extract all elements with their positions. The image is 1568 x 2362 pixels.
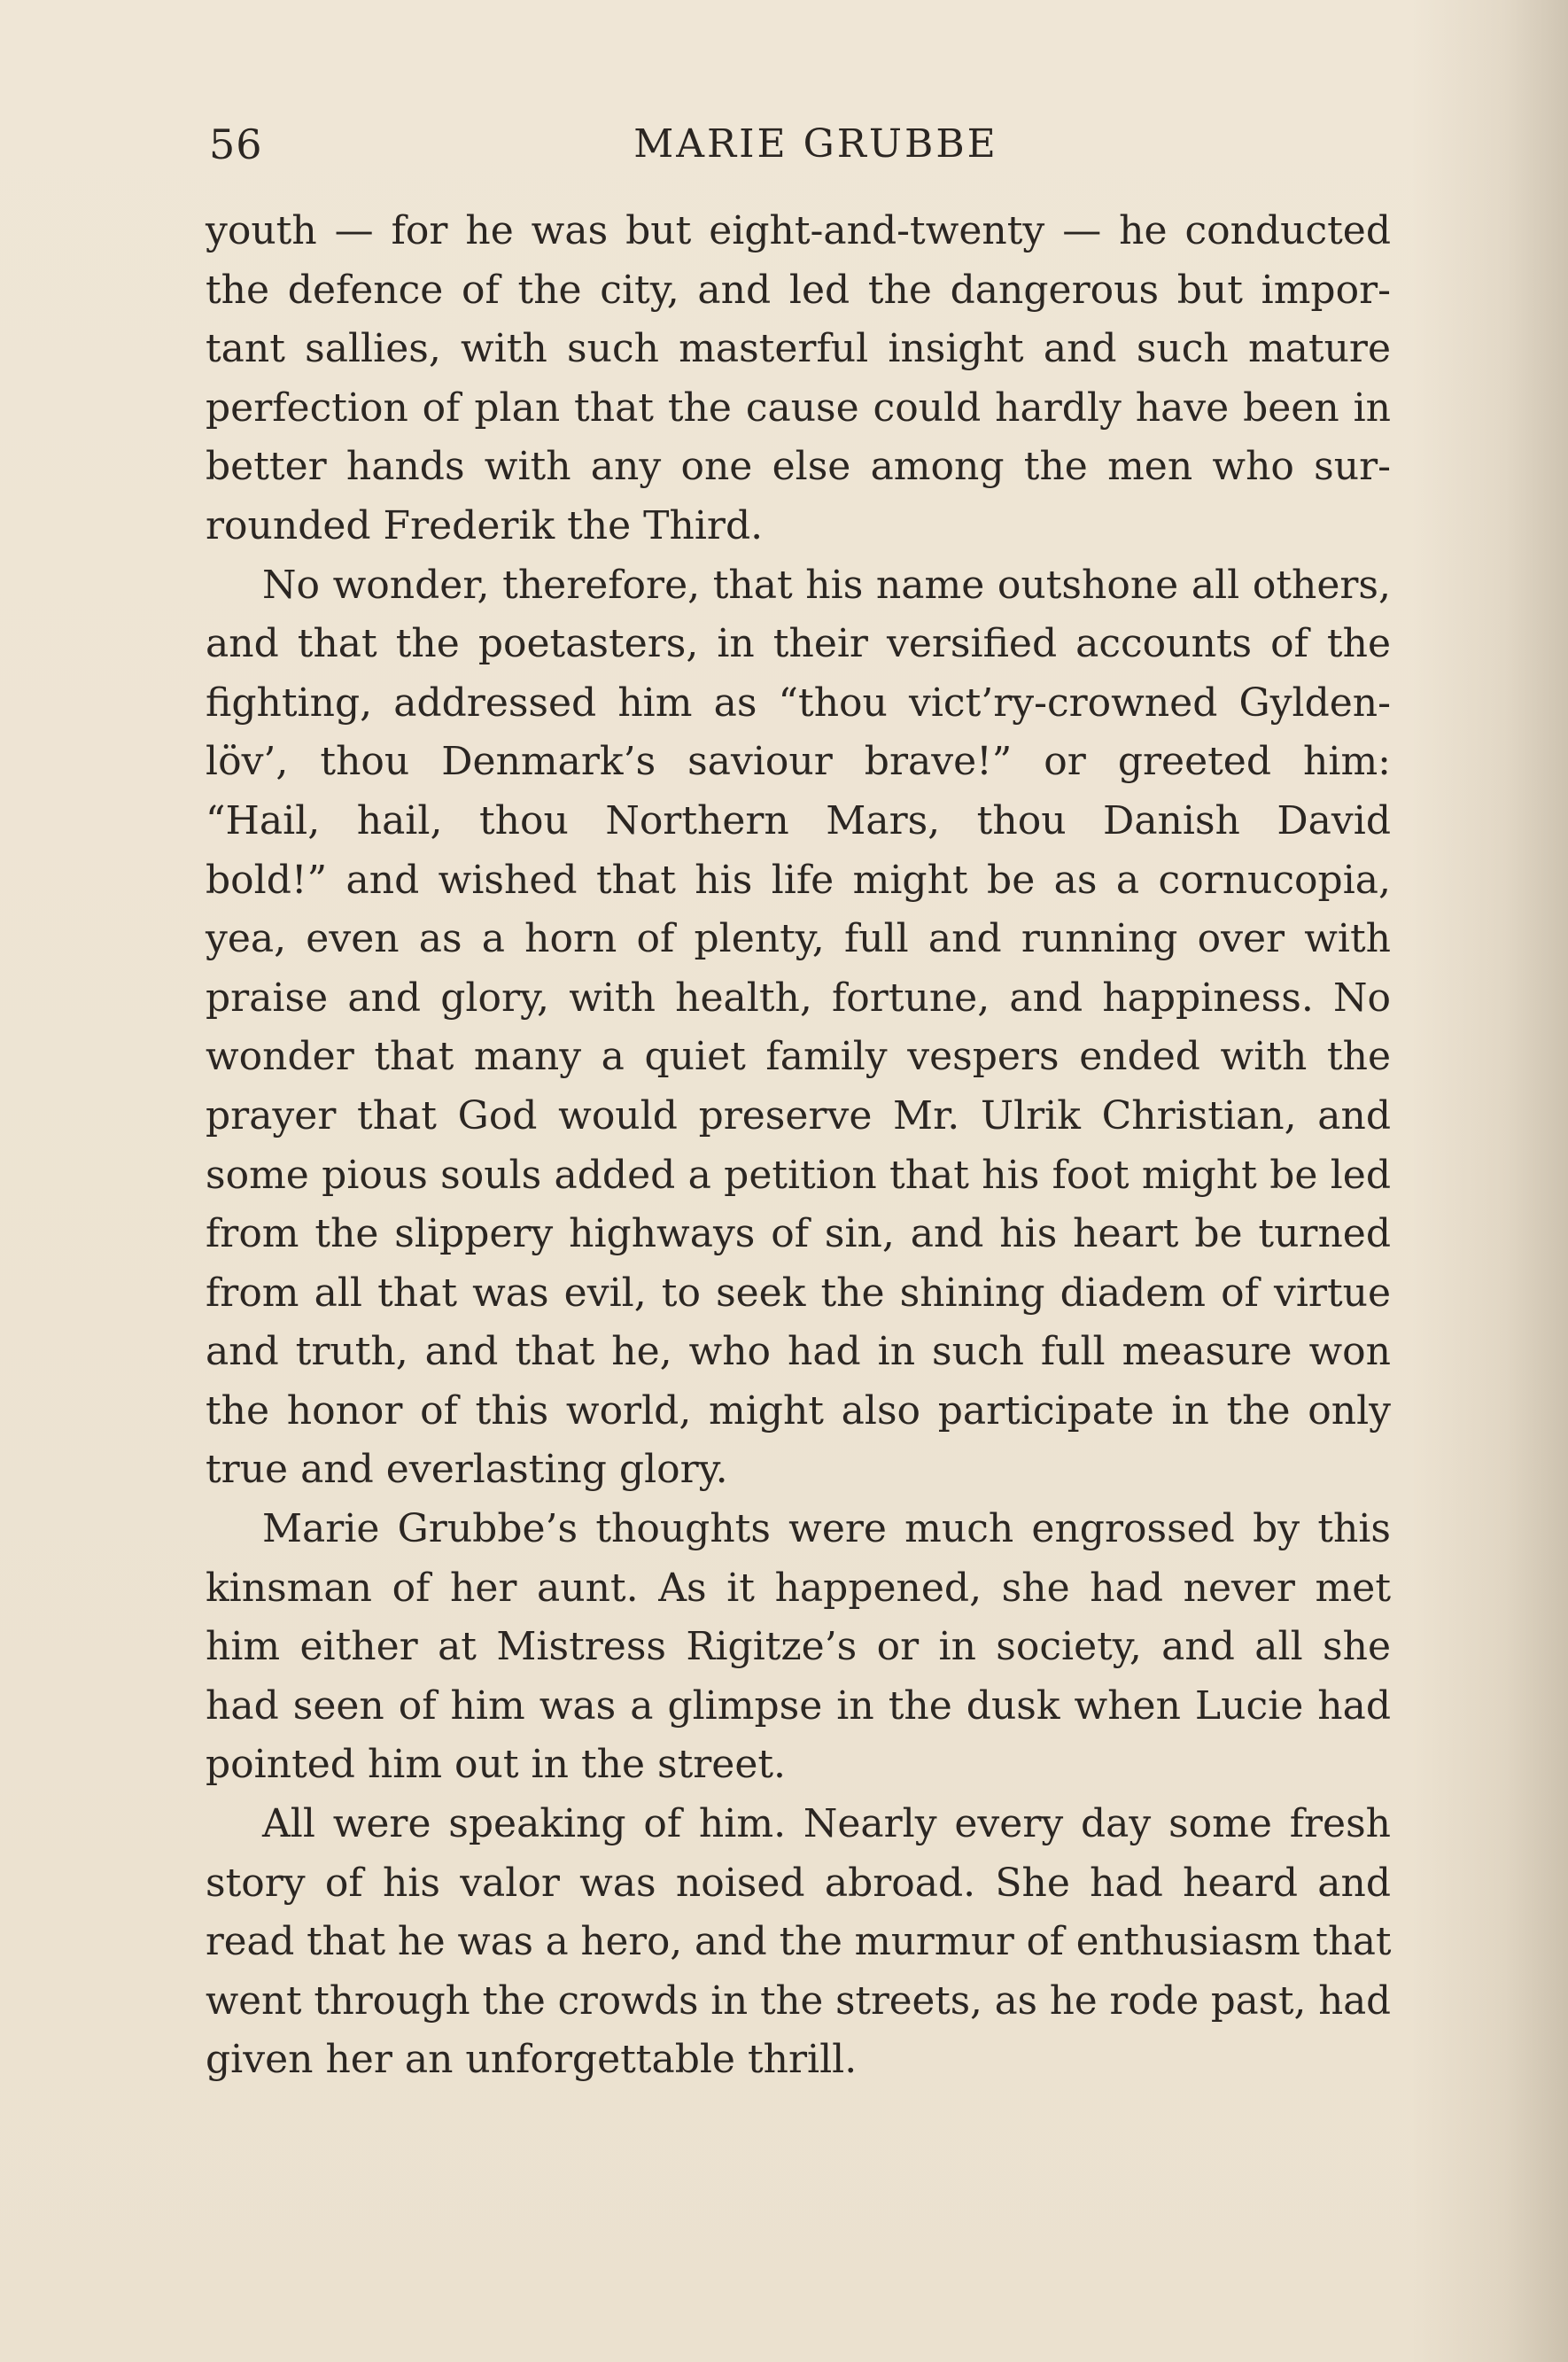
text-line: bold!” and wished that his life might be as a cornucopia, bbox=[206, 857, 1391, 903]
page-header bbox=[206, 113, 1391, 175]
text-line: praise and glory, with health, fortune, and happiness. No bbox=[206, 975, 1391, 1021]
text-line: löv’, thou Denmark’s saviour brave!” or greeted him: bbox=[206, 739, 1391, 785]
text-line: prayer that God would preserve Mr. Ulrik Christian, and bbox=[206, 1092, 1391, 1138]
running-head: MARIE GRUBBE bbox=[633, 121, 998, 167]
paragraph bbox=[206, 1500, 1391, 1795]
text-line: him either at Mistress Rigitze’s or in society, and all she bbox=[206, 1624, 1391, 1670]
text-line: had seen of him was a glimpse in the dusk when Lucie had bbox=[206, 1682, 1391, 1729]
text-line: perfection of plan that the cause could hardly have been in bbox=[206, 385, 1391, 431]
text-line: tant sallies, with such masterful insight and such mature bbox=[206, 326, 1391, 372]
text-line: kinsman of her aunt. As it happened, she had never met bbox=[206, 1565, 1391, 1611]
text-line: true and everlasting glory. bbox=[206, 1447, 728, 1493]
text-line: and that the poetasters, in their versified accounts of the bbox=[206, 621, 1391, 667]
paragraph bbox=[206, 556, 1391, 1501]
text-line: fighting, addressed him as “thou vict’ry-crowned Gylden- bbox=[206, 680, 1391, 726]
paragraph bbox=[206, 1795, 1391, 2090]
page-number: 56 bbox=[209, 120, 263, 168]
text-line: All were speaking of him. Nearly every day some fresh bbox=[262, 1801, 1391, 1847]
text-line: from the slippery highways of sin, and his heart be turned bbox=[206, 1211, 1391, 1257]
text-line: and truth, and that he, who had in such full measure won bbox=[206, 1329, 1391, 1375]
text-line: the defence of the city, and led the dangerous but impor- bbox=[206, 267, 1391, 313]
text-line: went through the crowds in the streets, as he rode past, had bbox=[206, 1978, 1391, 2024]
text-line: pointed him out in the street. bbox=[206, 1742, 787, 1788]
text-line: from all that was evil, to seek the shining diadem of virtue bbox=[206, 1270, 1391, 1316]
text-line: wonder that many a quiet family vespers ended with the bbox=[206, 1034, 1391, 1080]
paragraph bbox=[206, 202, 1391, 556]
body-text bbox=[206, 202, 1391, 2090]
text-line: rounded Frederik the Third. bbox=[206, 502, 764, 548]
text-line: yea, even as a horn of plenty, full and running over with bbox=[206, 916, 1391, 962]
text-line: “Hail, hail, thou Northern Mars, thou Danish David bbox=[206, 797, 1391, 843]
text-line: youth — for he was but eight-and-twenty — he conducted bbox=[206, 208, 1391, 253]
text-line: Marie Grubbe’s thoughts were much engrossed by this bbox=[262, 1506, 1391, 1552]
text-line: better hands with any one else among the men who sur- bbox=[206, 444, 1391, 490]
text-line: No wonder, therefore, that his name outshone all others, bbox=[262, 562, 1391, 608]
text-line: the honor of this world, might also participate in the only bbox=[206, 1387, 1391, 1434]
text-line: read that he was a hero, and the murmur of enthusiasm that bbox=[206, 1920, 1392, 1965]
text-line: given her an unforgettable thrill. bbox=[206, 2037, 858, 2083]
text-line: some pious souls added a petition that his foot might be led bbox=[206, 1152, 1391, 1198]
text-line: story of his valor was noised abroad. She had heard and bbox=[206, 1860, 1391, 1906]
